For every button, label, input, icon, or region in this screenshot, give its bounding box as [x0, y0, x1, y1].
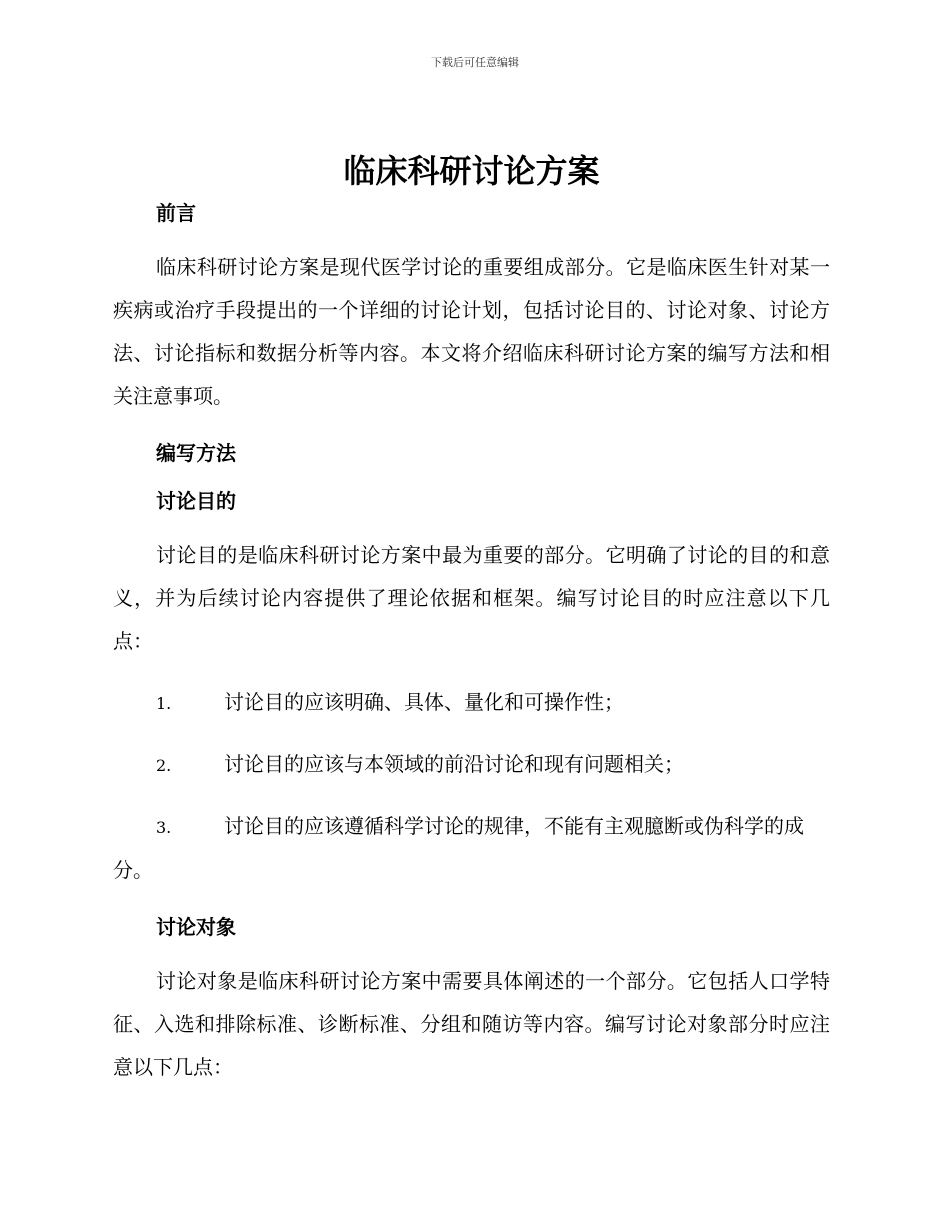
list-text: 讨论目的应该与本领域的前沿讨论和现有问题相关； [224, 752, 684, 776]
heading-preface: 前言 [156, 201, 196, 225]
header-note: 下载后可任意编辑 [431, 56, 519, 69]
list-text: 讨论目的应该明确、具体、量化和可操作性； [224, 690, 624, 714]
heading-subject: 讨论对象 [156, 915, 236, 939]
document-body [113, 148, 830, 1089]
paragraph-subject: 讨论对象是临床科研讨论方案中需要具体阐述的一个部分。它包括人口学特征、入选和排除标准、诊断标准、分组和随访等内容。编写讨论对象部分时应注意以下几点： [113, 969, 830, 1079]
heading-method: 编写方法 [156, 441, 236, 465]
document-title: 临床科研讨论方案 [343, 152, 600, 190]
list-item [113, 743, 830, 787]
heading-purpose: 讨论目的 [156, 489, 236, 513]
list-number: 2. [156, 756, 172, 775]
list-number: 1. [156, 694, 172, 713]
paragraph-preface: 临床科研讨论方案是现代医学讨论的重要组成部分。它是临床医生针对某一疾病或治疗手段提出的一个详细的讨论计划，包括讨论目的、讨论对象、讨论方法、讨论指标和数据分析等内容。本文将介绍临床科研讨论方案的编写方法和相关注意事项。 [113, 255, 830, 408]
list-item [113, 681, 830, 725]
list-number: 3. [156, 818, 172, 837]
paragraph-purpose: 讨论目的是临床科研讨论方案中最为重要的部分。它明确了讨论的目的和意义，并为后续讨论内容提供了理论依据和框架。编写讨论目的时应注意以下几点： [113, 543, 830, 653]
list-item [113, 805, 830, 892]
list-text: 讨论目的应该遵循科学讨论的规律，不能有主观臆断或伪科学的成分。 [113, 814, 804, 882]
